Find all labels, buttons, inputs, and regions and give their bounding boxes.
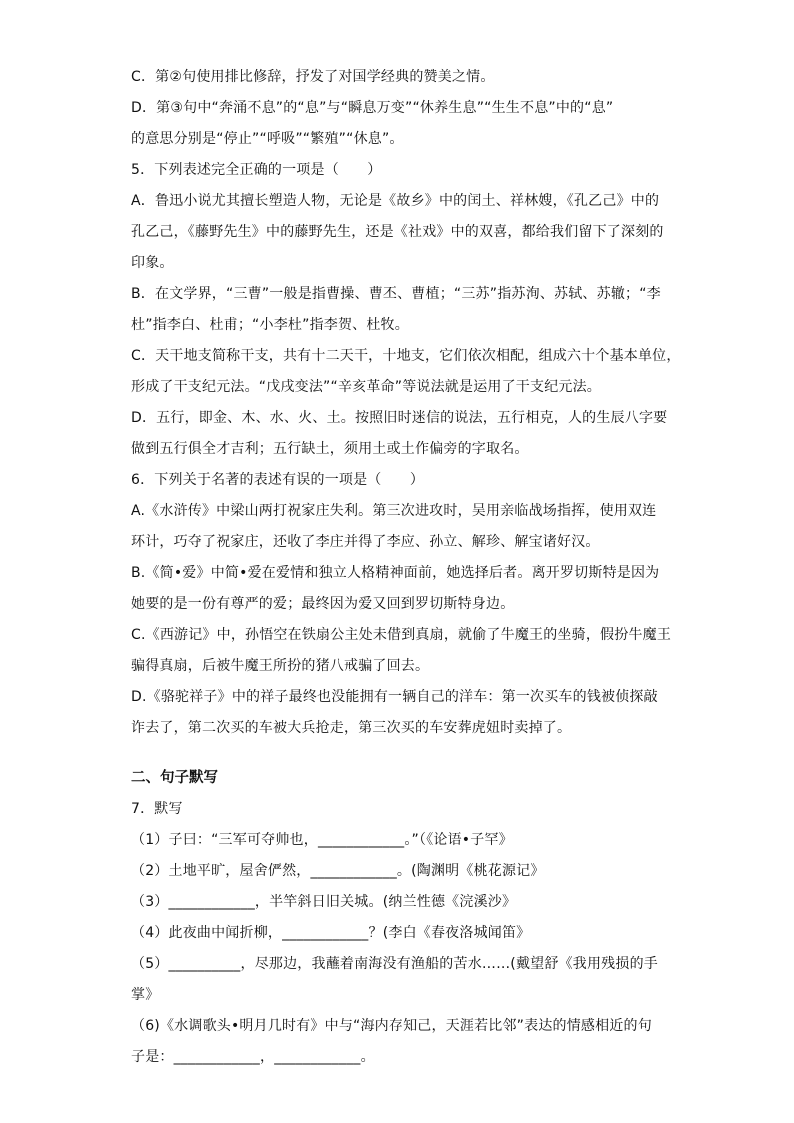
text-line: 孔乙己，《藤野先生》中的藤野先生，还是《社戏》中的双喜，都给我们留下了深刻的	[131, 224, 664, 240]
text-line: 形成了干支纪元法。“戊戌变法”“辛亥革命”等说法就是运用了干支纪元法。	[131, 379, 602, 395]
text-line: 杜”指李白、杜甫；“小李杜”指李贺、杜牧。	[131, 317, 409, 333]
question-7-stem: 7．默写	[131, 801, 183, 817]
text-line: B.《简•爱》中简•爱在爱情和独立人格精神面前，她选择后者。离开罗切斯特是因为	[131, 565, 660, 581]
text-line: A．鲁迅小说尤其擅长塑造人物，无论是《故乡》中的闰土、祥林嫂，《孔乙己》中的	[131, 193, 660, 209]
dictation-item: （1）子曰：“三军可夺帅也，____________。”（《论语•子罕》	[131, 832, 513, 848]
text-line: 做到五行俱全才吉利；五行缺土，须用土或土作偏旁的字取名。	[131, 441, 529, 457]
text-line: 的意思分别是“停止”“呼吸”“繁殖”“休息”。	[131, 131, 404, 147]
text-line: 骗得真扇，后被牛魔王所扮的猪八戒骗了回去。	[131, 658, 430, 674]
dictation-item: （5）__________，尽那边，我蘸着南海没有渔船的苦水……(戴望舒《我用残损的手	[131, 956, 658, 972]
text-line: 掌》	[131, 987, 160, 1003]
text-line: D．第③句中“奔涌不息”的“息”与“瞬息万变”“休养生息”“生生不息”中的“息”	[131, 100, 614, 116]
text-line: C．天干地支简称干支，共有十二天干，十地支，它们依次相配，组成六十个基本单位，	[131, 348, 681, 364]
text-line: D.《骆驼祥子》中的祥子最终也没能拥有一辆自己的洋车：第一次买车的钱被侦探敲	[131, 689, 658, 705]
text-line: C.《西游记》中，孙悟空在铁扇公主处未借到真扇，就偷了牛魔王的坐骑，假扮牛魔王	[131, 627, 672, 643]
dictation-item: （2）土地平旷，屋舍俨然，____________。(陶渊明《桃花源记》	[131, 863, 545, 879]
dictation-item: （4）此夜曲中闻折柳，____________？(李白《春夜洛城闻笛》	[131, 925, 531, 941]
text-line: 印象。	[131, 255, 174, 271]
text-line: A.《水浒传》中梁山两打祝家庄失利。第三次进攻时，吴用亲临战场指挥，使用双连	[131, 503, 657, 519]
dictation-item: （3）____________，半竿斜日旧关城。(纳兰性德《浣溪沙》	[131, 894, 517, 910]
question-5-stem: 5．下列表述完全正确的一项是（ ）	[131, 162, 382, 178]
question-6-stem: 6．下列关于名著的表述有误的一项是（ ）	[131, 472, 425, 488]
section-gap	[131, 744, 682, 763]
section-title: 二、句子默写	[131, 770, 218, 786]
text-line: B．在文学界，“三曹”一般是指曹操、曹丕、曹植；“三苏”指苏洵、苏轼、苏辙；“李	[131, 286, 661, 302]
text-line: 她要的是一份有尊严的爱；最终因为爱又回到罗切斯特身边。	[131, 596, 515, 612]
text-line: 环计，巧夺了祝家庄，还收了李庄并得了李应、孙立、解珍、解宝诸好汉。	[131, 534, 600, 550]
dictation-item: （6)《水调歌头•明月几时有》中与“海内存知己，天涯若比邻”表达的情感相近的句	[131, 1018, 652, 1034]
text-line: C．第②句使用排比修辞，抒发了对国学经典的赞美之情。	[131, 69, 495, 85]
text-line: 子是：____________，____________。	[131, 1049, 375, 1065]
dictation-block	[131, 794, 682, 1073]
text-line: D．五行，即金、木、水、火、土。按照旧时迷信的说法，五行相克，人的生辰八字要	[131, 410, 668, 426]
questions-block	[131, 62, 682, 744]
text-line: 诈去了，第二次买的车被大兵抢走，第三次买的车安葬虎妞时卖掉了。	[131, 720, 572, 736]
